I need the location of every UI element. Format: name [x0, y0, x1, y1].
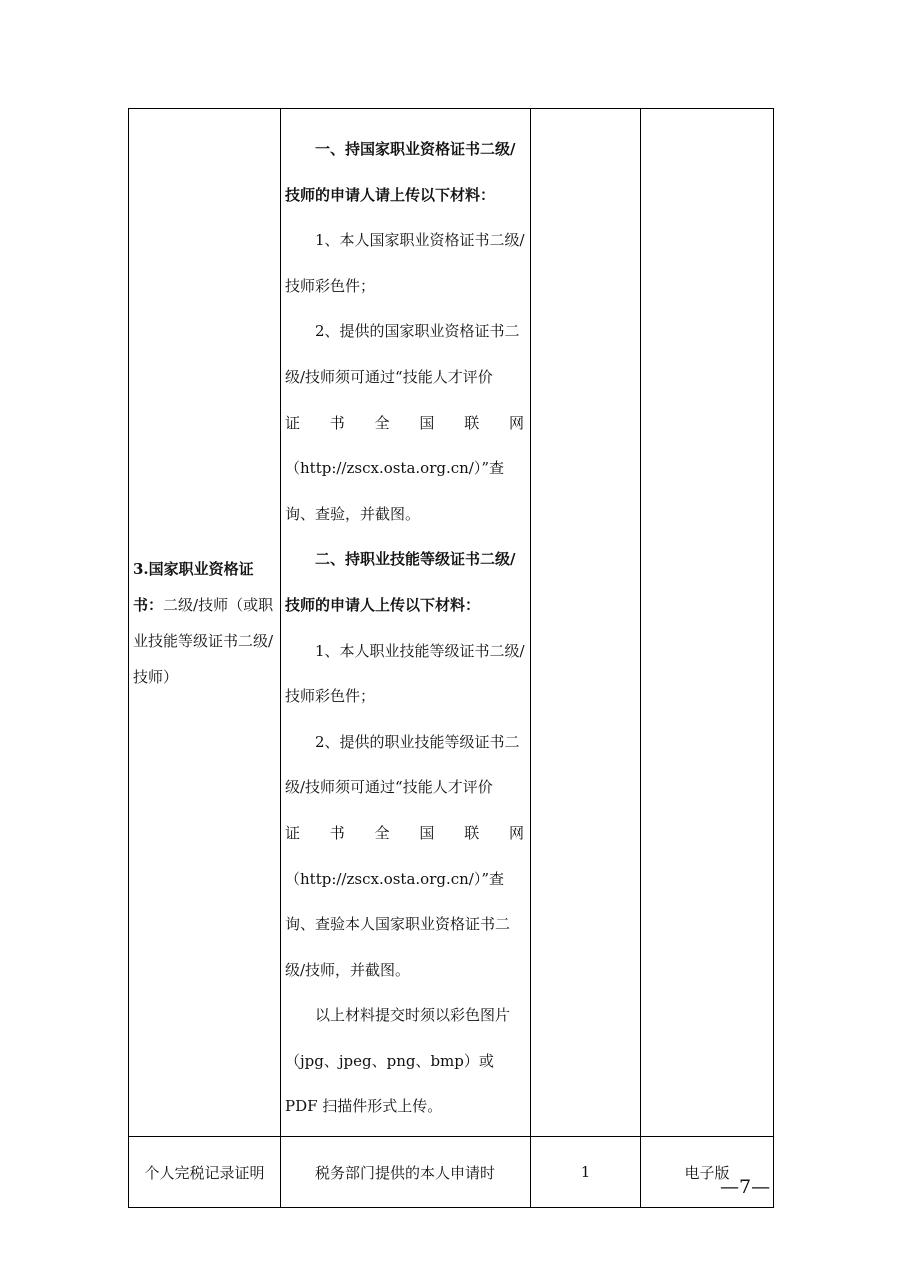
material-name-cell — [129, 109, 281, 1137]
section2-heading: 二、持职业技能等级证书二级/技师的申请人上传以下材料： — [285, 550, 516, 614]
format-cell: 电子版 — [641, 1137, 774, 1208]
spread-char: 联 — [464, 823, 480, 842]
section1-item2: 2、提供的国家职业资格证书二级/技师须可通过“技能人才评价 — [285, 322, 520, 386]
section2-item2-end: （http://zscx.osta.org.cn/）”查询、查验本人国家职业资格证书二级/技师，并截图。 — [285, 869, 511, 979]
materials-table — [128, 108, 774, 1208]
material-requirements-cell: 税务部门提供的本人申请时 — [281, 1137, 531, 1208]
material-name — [129, 551, 280, 695]
copies-cell — [531, 109, 641, 1137]
material-name-cell: 个人完税记录证明 — [129, 1137, 281, 1208]
spread-char: 联 — [464, 413, 480, 432]
section1-item1: 1、本人国家职业资格证书二级/技师彩色件； — [285, 231, 525, 295]
material-requirements — [281, 109, 530, 1136]
material-name-lead: 3.国家职业资格证书： — [133, 559, 254, 614]
table-row — [129, 1137, 774, 1208]
spread-char: 证 — [285, 413, 301, 432]
section1-item2-end: （http://zscx.osta.org.cn/）”查询、查验，并截图。 — [285, 459, 505, 523]
section1-heading: 一、持国家职业资格证书二级/技师的申请人请上传以下材料： — [285, 140, 516, 204]
page-number: —7— — [720, 1176, 771, 1198]
spread-char: 书 — [329, 413, 345, 432]
upload-format-note: 以上材料提交时须以彩色图片（jpg、jpeg、png、bmp）或 PDF 扫描件形式上传。 — [285, 1006, 511, 1116]
table-row — [129, 109, 774, 1137]
section2-item2: 2、提供的职业技能等级证书二级/技师须可通过“技能人才评价 — [285, 732, 520, 797]
spread-char: 网 — [508, 823, 524, 842]
spread-char: 国 — [419, 823, 435, 842]
spread-char: 全 — [374, 413, 390, 432]
section1-item2-spread — [285, 401, 526, 447]
section2-item2-spread — [285, 811, 526, 857]
format-cell — [641, 109, 774, 1137]
spread-char: 网 — [508, 413, 524, 432]
material-name-rest: 二级/技师（或职业技能等级证书二级/技师） — [133, 595, 274, 686]
spread-char: 国 — [419, 413, 435, 432]
copies-cell: 1 — [531, 1137, 641, 1208]
section2-item1: 1、本人职业技能等级证书二级/技师彩色件； — [285, 641, 525, 706]
spread-char: 全 — [374, 823, 390, 842]
material-requirements-cell — [281, 109, 531, 1137]
spread-char: 证 — [285, 823, 301, 842]
spread-char: 书 — [329, 823, 345, 842]
